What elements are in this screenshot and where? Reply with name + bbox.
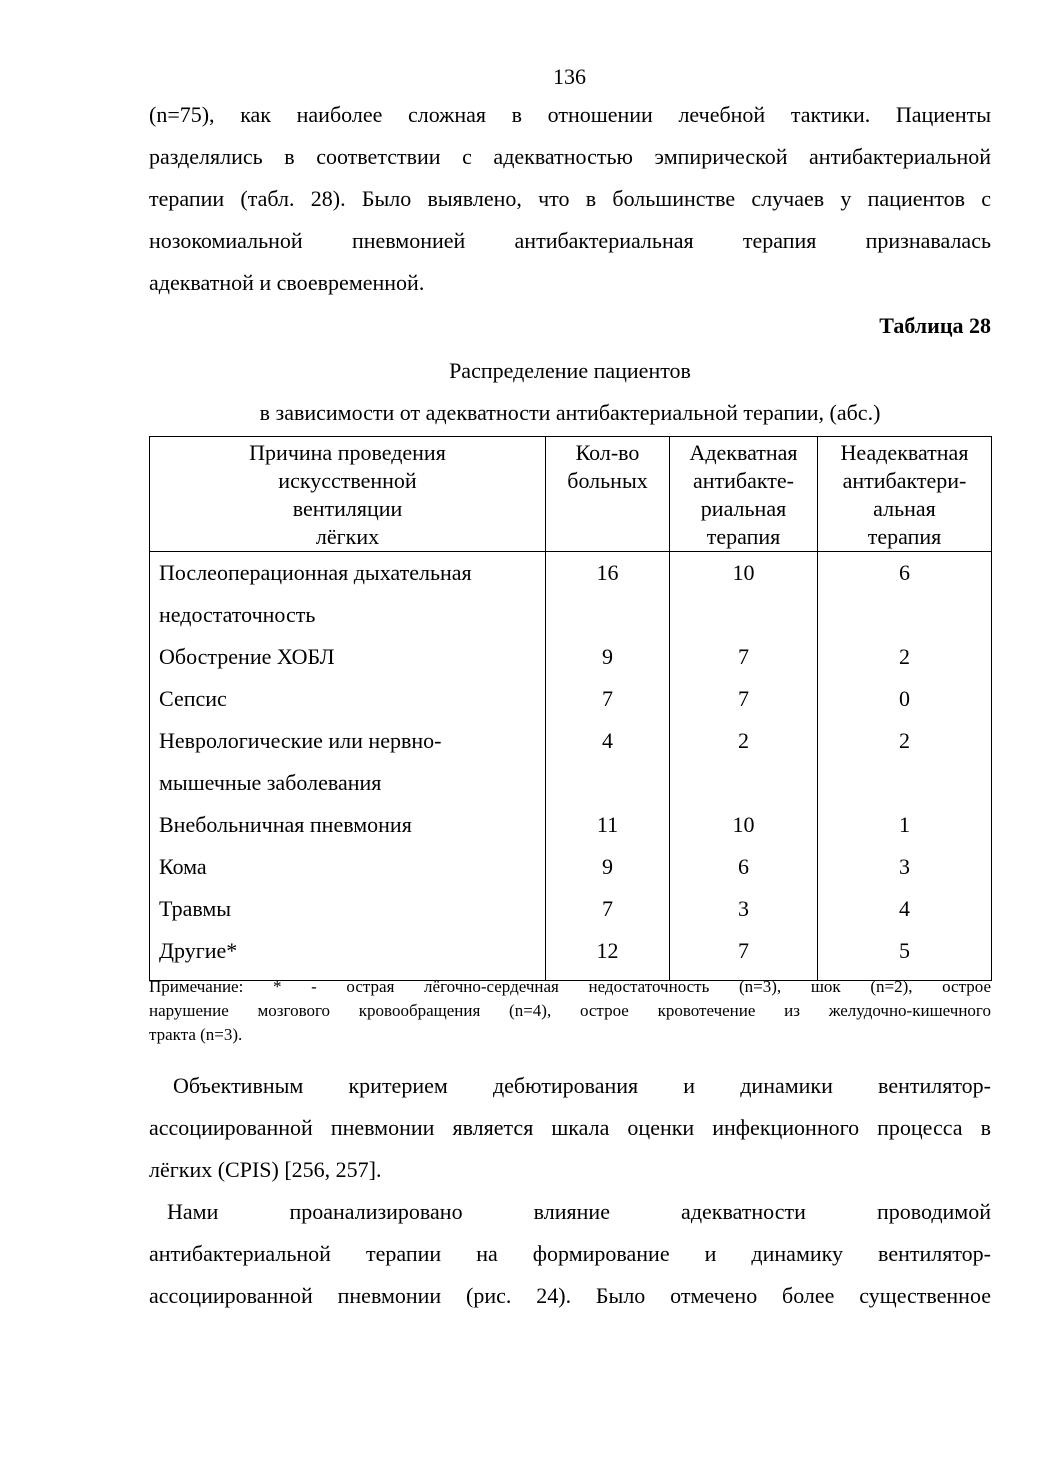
header-adequate: Адекватная антибакте- риальная терапия [670,437,818,552]
cell-cause: Кома [150,846,546,888]
cell-adequate: 3 [670,888,818,930]
table-row [150,888,992,930]
header-cause: Причина проведения искусственной вентиляции лёгких [150,437,546,552]
table-row [150,930,992,981]
cell-cause: Неврологические или нервно- мышечные заболевания [150,720,546,804]
cell-adequate: 10 [670,804,818,846]
note-line: тракта (n=3). [149,1025,243,1044]
text-line: разделялись в соответствии с адекватностью эмпирической антибактериальной [149,144,991,169]
cell-adequate: 7 [670,678,818,720]
cell-cause: Обострение ХОБЛ [150,636,546,678]
cell-count: 7 [546,888,670,930]
cell-count: 9 [546,636,670,678]
cell-cause: Внебольничная пневмония [150,804,546,846]
table-row [150,678,992,720]
cell-cause: Другие* [150,930,546,981]
cell-inadequate: 1 [818,804,992,846]
note-line: Примечание: * - острая лёгочно-сердечная недостаточность (n=3), шок (n=2), острое [149,977,991,996]
table-row [150,636,992,678]
cell-count: 11 [546,804,670,846]
caption-line: в зависимости от адекватности антибактериальной терапии, (абс.) [259,400,881,425]
cell-inadequate: 5 [818,930,992,981]
text-line: терапии (табл. 28). Было выявлено, что в большинстве случаев у пациентов с [149,186,991,211]
cell-adequate: 6 [670,846,818,888]
cell-cause: Сепсис [150,678,546,720]
cell-adequate: 10 [670,552,818,637]
text-line: ассоциированной пневмонии является шкала оценки инфекционного процесса в [149,1115,991,1140]
paragraph-analysis [149,1191,991,1317]
cell-cause: Травмы [150,888,546,930]
text-line: адекватной и своевременной. [149,270,425,295]
cell-cause: Послеоперационная дыхательная недостаточность [150,552,546,637]
intro-paragraph [149,94,991,304]
text-line: антибактериальной терапии на формирование и динамику вентилятор- [149,1241,991,1266]
cell-inadequate: 6 [818,552,992,637]
header-count: Кол-во больных [546,437,670,552]
page-number: 136 [553,64,586,89]
table-note [149,975,991,1047]
cell-inadequate: 4 [818,888,992,930]
cell-count: 12 [546,930,670,981]
cell-adequate: 7 [670,930,818,981]
note-line: нарушение мозгового кровообращения (n=4), острое кровотечение из желудочно-кишечного [149,1001,991,1020]
table-label: Таблица 28 [879,313,991,338]
text-line: (n=75), как наиболее сложная в отношении лечебной тактики. Пациенты [149,102,991,127]
cell-inadequate: 2 [818,720,992,804]
cell-count: 9 [546,846,670,888]
table-row [150,720,992,804]
caption-line: Распределение пациентов [449,358,691,383]
table-row [150,846,992,888]
table-row [150,552,992,637]
table-header-row [150,437,992,552]
cell-count: 7 [546,678,670,720]
cell-inadequate: 3 [818,846,992,888]
text-line: Объективным критерием дебютирования и динамики вентилятор- [173,1073,991,1098]
header-inadequate: Неадекватная антибактери- альная терапия [818,437,992,552]
cell-count: 4 [546,720,670,804]
text-line: ассоциированной пневмонии (рис. 24). Было отмечено более существенное [149,1283,991,1308]
text-line: нозокомиальной пневмонией антибактериальная терапия признавалась [149,228,991,253]
text-line: Нами проанализировано влияние адекватности проводимой [167,1199,991,1224]
table-row [150,804,992,846]
cell-inadequate: 0 [818,678,992,720]
table-caption [149,350,991,434]
data-table [149,436,992,981]
text-line: лёгких (CPIS) [256, 257]. [149,1157,382,1182]
cell-inadequate: 2 [818,636,992,678]
cell-count: 16 [546,552,670,637]
cell-adequate: 2 [670,720,818,804]
cell-adequate: 7 [670,636,818,678]
paragraph-cpis [149,1065,991,1191]
